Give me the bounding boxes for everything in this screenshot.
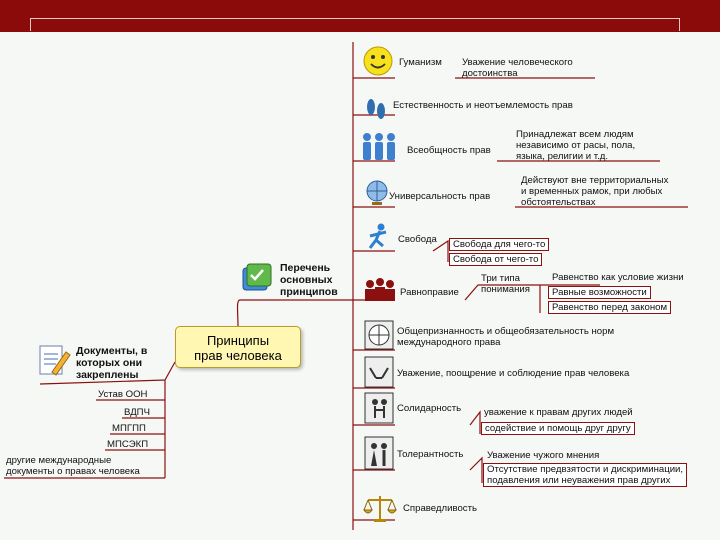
documents-node[interactable] xyxy=(76,345,147,381)
document-other-line-1: другие международные xyxy=(6,455,112,466)
smiley-icon xyxy=(362,45,394,77)
checklist-icon xyxy=(239,260,275,296)
detail-equality-types-line-2: понимания xyxy=(481,284,530,295)
detail-freedom-2[interactable]: Свобода от чего-то xyxy=(449,253,542,266)
principle-recognition-line-2: международного права xyxy=(397,337,501,348)
detail-solidarity-1[interactable]: уважение к правам других людей xyxy=(484,407,633,418)
central-line-2: прав человека xyxy=(194,348,282,363)
document-item[interactable]: МПГПП xyxy=(112,423,146,434)
detail-equality-2[interactable]: Равные возможности xyxy=(548,286,651,299)
document-other-line-2: документы о правах человека xyxy=(6,466,140,477)
document-pencil-icon xyxy=(36,342,72,378)
document-item[interactable]: ВДПЧ xyxy=(124,407,150,418)
principle-universality[interactable]: Универсальность прав xyxy=(389,191,491,202)
document-item[interactable]: МПСЭКП xyxy=(107,439,149,450)
principle-tolerance[interactable]: Толерантность xyxy=(397,449,464,460)
group-icon xyxy=(362,276,398,304)
handshake-icon xyxy=(364,392,394,424)
principle-respect[interactable]: Уважение, поощрение и соблюдение прав человека xyxy=(397,368,630,379)
principles-node-line-2: основных xyxy=(280,274,333,286)
globe-icon xyxy=(362,178,392,208)
detail-equality-types[interactable] xyxy=(481,273,530,295)
detail-tolerance-2[interactable] xyxy=(483,463,687,487)
detail-tolerance-1[interactable]: Уважение чужого мнения xyxy=(487,450,600,461)
principle-solidarity[interactable]: Солидарность xyxy=(397,403,462,414)
detail-equality-3[interactable]: Равенство перед законом xyxy=(548,301,671,314)
detail-universality-line-2: и временных рамок, при любых xyxy=(521,186,663,197)
couple-icon xyxy=(364,436,394,470)
detail-humanism[interactable] xyxy=(462,57,573,79)
people-icon xyxy=(360,130,398,164)
principles-node[interactable] xyxy=(280,262,338,298)
footprints-icon xyxy=(362,94,390,122)
principle-naturalness[interactable]: Естественность и неотъемлемость прав xyxy=(393,100,573,111)
running-person-icon xyxy=(364,222,392,252)
detail-generality-line-1: Принадлежат всем людям xyxy=(516,129,634,140)
detail-tolerance-2-line-1: Отсутствие предвзятости и дискриминации, xyxy=(487,464,684,475)
detail-equality-types-line-1: Три типа xyxy=(481,273,520,284)
detail-generality-line-3: языка, религии и т.д. xyxy=(516,151,609,162)
document-item[interactable]: Устав ООН xyxy=(98,389,148,400)
scales-icon xyxy=(362,492,398,524)
principles-node-line-1: Перечень xyxy=(280,262,331,274)
document-other[interactable] xyxy=(6,455,140,477)
detail-tolerance-2-line-2: подавления или неуважения прав других xyxy=(487,475,671,486)
detail-universality-line-1: Действуют вне территориальных xyxy=(521,175,669,186)
detail-generality-line-2: независимо от расы, пола, xyxy=(516,140,636,151)
detail-humanism-line-1: Уважение человеческого xyxy=(462,57,573,68)
detail-equality-1[interactable]: Равенство как условие жизни xyxy=(552,272,684,283)
principle-recognition-line-1: Общепризнанность и общеобязательность норм xyxy=(397,326,615,337)
detail-humanism-line-2: достоинства xyxy=(462,68,518,79)
principle-generality[interactable]: Всеобщность прав xyxy=(407,145,491,156)
central-line-1: Принципы xyxy=(206,333,270,348)
principle-justice[interactable]: Справедливость xyxy=(403,503,477,514)
principle-humanism[interactable]: Гуманизм xyxy=(399,57,442,68)
principle-equality[interactable]: Равноправие xyxy=(400,287,459,298)
documents-node-line-1: Документы, в xyxy=(76,345,148,357)
detail-solidarity-2[interactable]: содействие и помощь друг другу xyxy=(481,422,635,435)
detail-universality[interactable] xyxy=(521,175,668,208)
documents-node-line-3: закреплены xyxy=(76,369,139,381)
principle-freedom[interactable]: Свобода xyxy=(398,234,437,245)
principles-node-line-3: принципов xyxy=(280,286,338,298)
central-node[interactable] xyxy=(175,326,301,368)
grid-globe-icon xyxy=(364,320,394,350)
hands-icon xyxy=(364,356,394,388)
principle-recognition[interactable] xyxy=(397,326,614,348)
documents-node-line-2: которых они xyxy=(76,357,143,369)
detail-generality[interactable] xyxy=(516,129,635,162)
detail-universality-line-3: обстоятельствах xyxy=(521,197,596,208)
detail-freedom-1[interactable]: Свобода для чего-то xyxy=(449,238,549,251)
